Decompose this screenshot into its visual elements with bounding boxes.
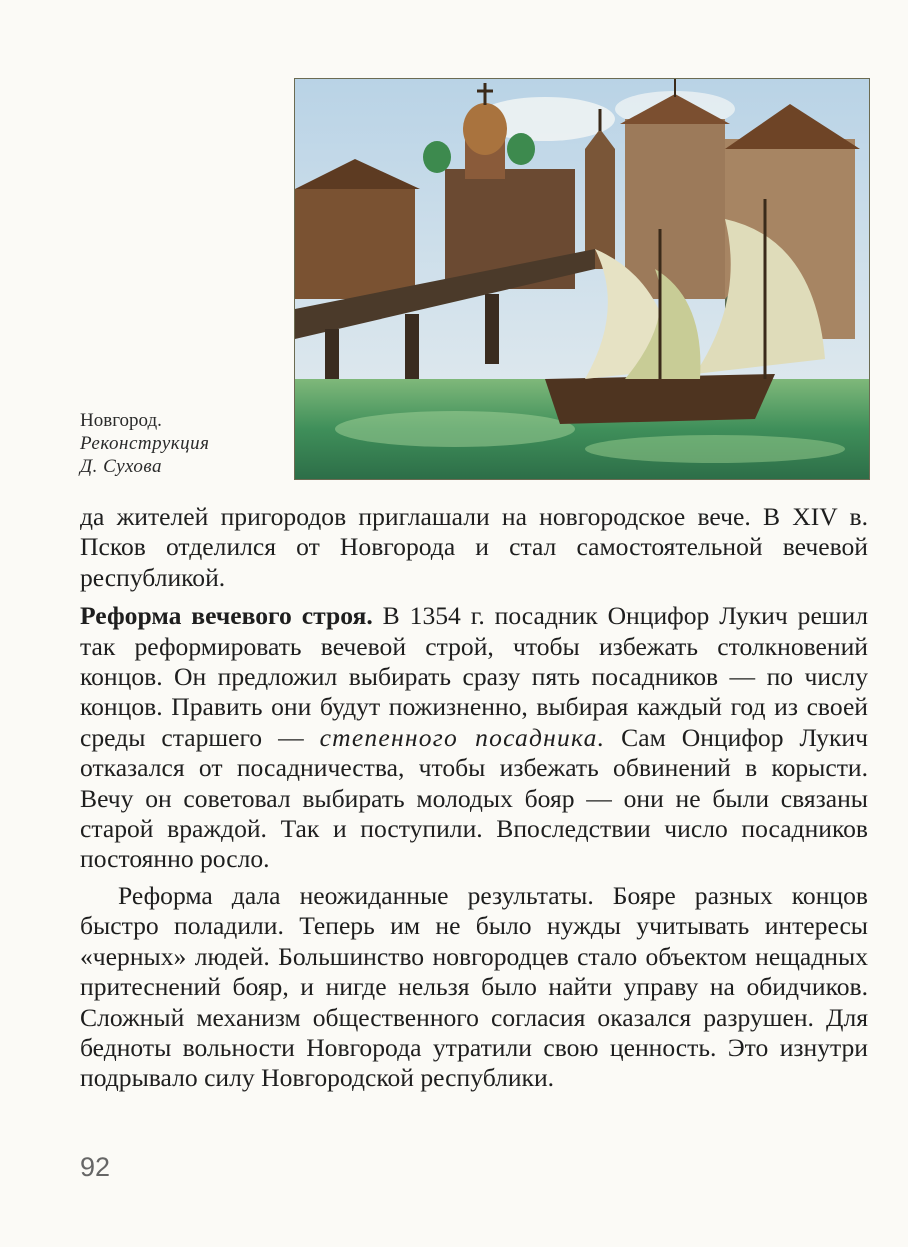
- novgorod-illustration: [294, 78, 870, 480]
- caption-author: Д. Сухова: [80, 456, 163, 477]
- body-text: [80, 502, 868, 1094]
- page-number: 92: [80, 1152, 111, 1182]
- paragraph-reform: [80, 601, 868, 875]
- paragraph-results: Реформа дала неожиданные результаты. Бояре разных концов быстро поладили. Теперь им не было нужды учитывать интересы «черных» людей. Большинство новгородцев стало объектом нещадных притеснений бояр, и нигде нельзя было найти управу на обидчиков. Сложный механизм общественного согласия оказался разрушен. Для бедноты вольности Новгорода утратили свою ценность. Это изнутри подрывало силу Новгородской республики.: [80, 880, 868, 1093]
- term-stepenny-posadnik: степенного посадника.: [319, 722, 606, 752]
- reform-text-part1: В 1354 г. посадник Онцифор Лукич решил так реформировать вечевой строй, чтобы избежать столкновений концов. Он предложил выбирать сразу пять посадников — по числу концов. Править они будут пожизненно, выбирая каждый год из своей среды старшего —: [80, 601, 868, 752]
- caption-place: Новгород.: [80, 410, 162, 431]
- illustration-caption: [80, 409, 285, 478]
- reform-text-part2: Сам Онцифор Лукич отказался от посадничества, чтобы избежать обвинений в корысти. Вечу он советовал выбирать молодых бояр — они не были связаны старой враждой. Так и поступили. Впоследствии число посадников постоянно росло.: [80, 722, 868, 874]
- section-heading: Реформа вечевого строя.: [80, 601, 373, 631]
- paragraph-continuation: да жителей пригородов приглашали на новгородское вече. В XIV в. Псков отделился от Новгорода и стал самостоятельной вечевой республикой.: [80, 502, 868, 592]
- novgorod-painting: [295, 79, 869, 479]
- caption-type: Реконструкция: [80, 433, 210, 454]
